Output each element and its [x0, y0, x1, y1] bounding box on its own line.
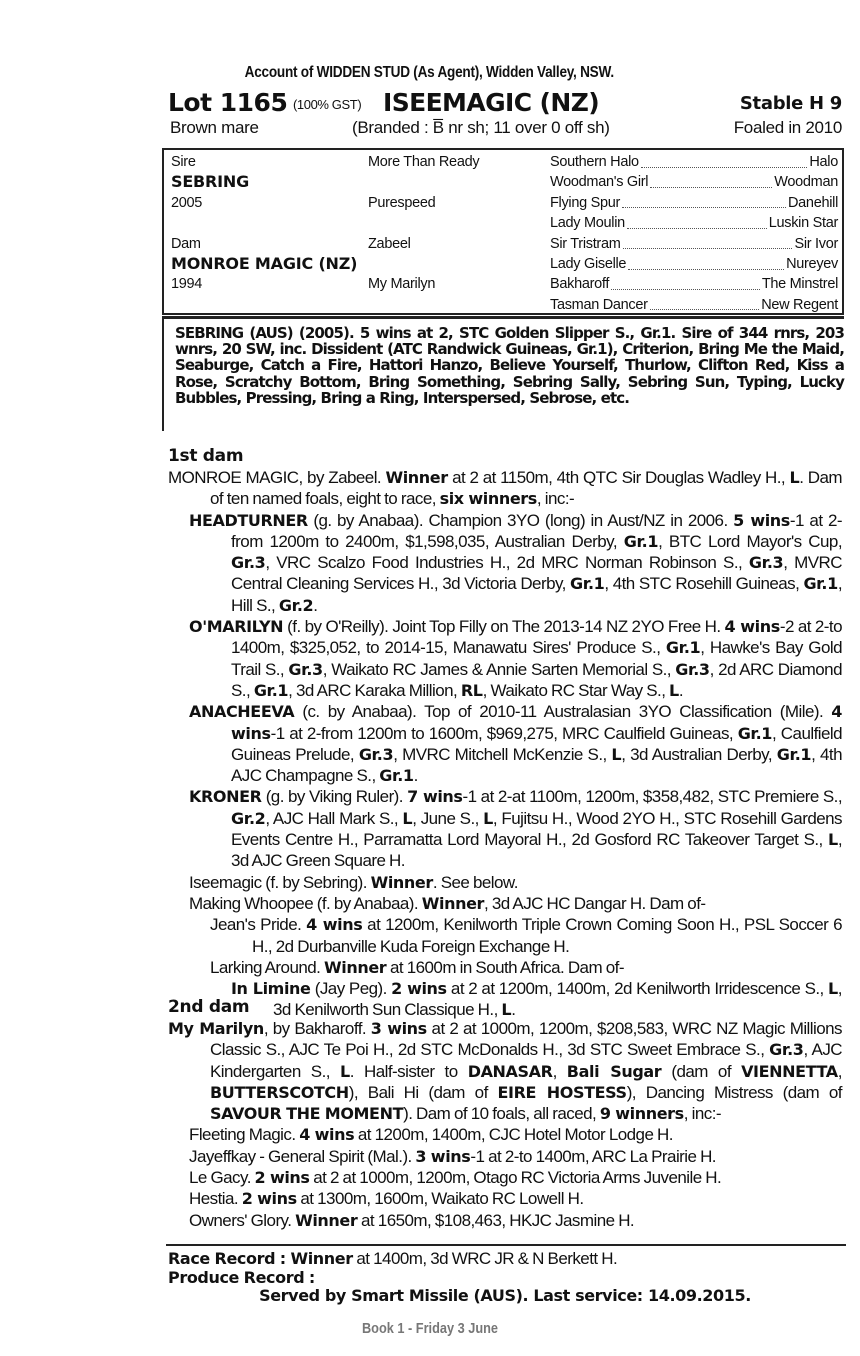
pedigree-gen3-name: Bakharoff — [550, 276, 610, 293]
bold-run: Produce Record : — [168, 1268, 315, 1287]
text-run: -1 at 2-from 1200m to 1600m, $969,275, MRC Caulfield Guineas, — [270, 723, 738, 743]
bold-run: 2 wins — [241, 1189, 297, 1209]
bold-run: L — [611, 744, 622, 764]
pedigree-gen2: Purespeed — [368, 194, 436, 211]
bold-run: Winner — [421, 893, 485, 913]
bold-run: VIENNETTA — [741, 1061, 838, 1081]
pedigree-paragraph — [168, 1268, 842, 1287]
text-run: (Jay Peg). — [310, 979, 392, 999]
bold-run: Gr.3 — [231, 553, 266, 573]
text-run: (c. by Anabaa). Top of 2010-11 Australasian 3YO Classification (Mile). — [294, 702, 832, 722]
text-run: , 3d ARC Karaka Million, — [288, 680, 461, 700]
pedigree-paragraph — [168, 872, 842, 893]
page-footer: Book 1 - Friday 3 June — [361, 1320, 499, 1337]
bold-run: L — [340, 1061, 350, 1081]
pedigree-gen1: MONROE MAGIC (NZ) — [171, 254, 358, 273]
bold-run: Race Record : Winner — [168, 1249, 353, 1268]
text-run: , 4th AJC Champagne S., — [231, 744, 842, 786]
text-run: , inc:- — [683, 1104, 721, 1124]
bold-run: L — [402, 808, 413, 828]
dot-leader — [641, 152, 808, 168]
gst-note: (100% GST) — [293, 97, 362, 112]
lot-title-line — [168, 88, 844, 118]
pedigree-row — [164, 274, 842, 295]
foaled-year: Foaled in 2010 — [733, 118, 842, 137]
pedigree-gen3-sire: The Minstrel — [761, 276, 838, 293]
bold-run: Gr.1 — [776, 744, 812, 764]
bold-run: ANACHEEVA — [189, 702, 295, 722]
bold-run: L — [789, 468, 800, 487]
text-run: Jean's Pride. — [210, 915, 307, 935]
pedigree-paragraph — [168, 1146, 842, 1167]
pedigree-paragraph — [168, 1167, 842, 1188]
bold-run: Gr.2 — [278, 595, 314, 615]
bold-run: O'MARILYN — [189, 617, 284, 637]
pedigree-gen3-sire: New Regent — [761, 296, 838, 313]
pedigree-gen3-name: Tasman Dancer — [550, 296, 648, 313]
second-dam-section — [168, 997, 842, 1231]
pedigree-paragraph — [168, 701, 842, 786]
text-run: Owners' Glory. — [189, 1210, 296, 1230]
bold-run: Bali Sugar — [566, 1061, 662, 1081]
bold-run: SAVOUR THE MOMENT — [210, 1104, 404, 1124]
first-dam-heading: 1st dam — [168, 446, 244, 466]
bold-run: L — [483, 808, 493, 828]
text-run: , 2d ARC Diamond S., — [231, 659, 842, 700]
text-run: , June S., — [412, 808, 484, 828]
text-run: at 2 at 1000m, 1200m, $208,583, WRC NZ Magic Millions Classic S., AJC Te Poi H., 2d STC McDonalds H., 3d STC Sweet Embrace S., — [210, 1019, 842, 1060]
bold-run: Gr.3 — [358, 744, 394, 764]
text-run: ), Dancing Mistress (dam of — [626, 1082, 842, 1102]
text-run: , VRC Scalzo Food Industries H., 2d MRC Norman Robinson S., — [265, 553, 749, 573]
bold-run: L — [669, 680, 679, 700]
text-run: Iseemagic (f. by Sebring). — [189, 872, 371, 892]
pedigree-paragraph — [168, 1210, 842, 1231]
second-dam-paragraphs — [168, 1018, 842, 1231]
bold-run: 2 wins — [391, 979, 447, 999]
pedigree-gen3-sire: Woodman — [774, 174, 838, 191]
text-run: , Caulfield Guineas Prelude, — [231, 723, 843, 764]
pedigree-gen2: More Than Ready — [368, 154, 480, 170]
text-run: at 1200m, Kenilworth Triple Crown Coming Soon H., PSL Soccer 6 H., 2d Durbanville Kuda Foreign Exchange H. — [252, 915, 842, 956]
bold-run: six winners — [439, 489, 537, 509]
text-run: Hestia. — [189, 1189, 242, 1209]
text-run: , by Bakharoff. — [263, 1019, 371, 1038]
text-run: Jayeffkay - General Spirit (Mal.). — [189, 1146, 416, 1166]
text-run: , 3d Australian Derby, — [621, 744, 777, 764]
pedigree-gen3 — [550, 295, 838, 316]
dot-leader — [650, 295, 760, 311]
bold-run: Gr.1 — [570, 574, 605, 594]
stable-location: Stable H 9 — [739, 93, 842, 114]
bold-run: EIRE HOSTESS — [497, 1082, 627, 1102]
text-run: . — [678, 680, 684, 700]
bold-run: Gr.1 — [737, 723, 773, 743]
second-dam-heading: 2nd dam — [168, 997, 250, 1017]
bold-run: Gr.3 — [675, 659, 710, 679]
bold-run: 4 wins — [231, 702, 842, 743]
bold-run: L — [828, 830, 838, 850]
pedigree-gen3-name: Southern Halo — [550, 154, 639, 170]
text-run: , Waikato RC Star Way S., — [482, 680, 670, 700]
divider — [166, 1244, 846, 1246]
bold-run: Gr.3 — [769, 1040, 804, 1060]
bold-run: 4 wins — [299, 1125, 355, 1145]
text-run: (f. by O'Reilly). Joint Top Filly on The 2013-14 NZ 2YO Free H. — [283, 617, 725, 637]
bold-run: Winner — [324, 957, 387, 977]
pedigree-row — [164, 193, 842, 214]
pedigree-gen3 — [550, 172, 838, 193]
text-run: . — [511, 1000, 516, 1020]
bold-run: Gr.1 — [665, 638, 701, 658]
text-run: at 2 at 1150m, 4th QTC Sir Douglas Wadley H., — [447, 468, 790, 487]
text-run: . See below. — [432, 872, 518, 892]
text-run: -1 at 2-from 1200m to 2400m, $1,598,035, Australian Derby, — [231, 510, 842, 551]
pedigree-paragraph — [168, 467, 842, 510]
bold-run: 5 wins — [733, 510, 790, 530]
text-run: , — [552, 1061, 567, 1081]
text-run: , Fujitsu H., Wood 2YO H., STC Rosehill Gardens Events Centre H., Parramatta Lord Mayoral H., 2d Gosford RC Takeover Target S., — [231, 808, 842, 850]
pedigree-gen3-name: Woodman's Girl — [550, 174, 649, 191]
text-run: , Hill S., — [231, 574, 842, 615]
pedigree-row — [164, 152, 842, 173]
pedigree-gen1: 1994 — [171, 276, 203, 293]
bold-run: 4 wins — [724, 617, 780, 637]
pedigree-paragraph — [168, 616, 842, 701]
pedigree-paragraph — [168, 1249, 842, 1268]
pedigree-gen3-name: Lady Giselle — [550, 256, 627, 272]
text-run: , 3d AJC HC Dangar H. Dam of- — [484, 893, 706, 913]
pedigree-gen3-sire: Nureyev — [786, 256, 838, 272]
pedigree-gen3-name: Lady Moulin — [550, 215, 625, 232]
first-dam-paragraphs — [168, 467, 842, 1021]
text-run: at 1600m in South Africa. Dam of- — [386, 957, 624, 977]
bold-run: Gr.2 — [231, 808, 266, 828]
pedigree-gen3 — [550, 254, 838, 275]
text-run: Fleeting Magic. — [189, 1125, 300, 1145]
pedigree-gen1: Sire — [171, 154, 196, 170]
pedigree-paragraph — [168, 914, 842, 957]
text-run: , 3d AJC Green Square H. — [231, 830, 842, 871]
pedigree-gen3-sire: Danehill — [788, 194, 838, 211]
lot-number: Lot 1165 — [168, 88, 288, 117]
bold-run: Gr.3 — [748, 553, 784, 573]
horse-details — [168, 118, 842, 140]
text-run: , — [837, 1061, 842, 1081]
pedigree-gen3-sire: Sir Ivor — [794, 235, 838, 252]
text-run: , MVRC Central Cleaning Services H., 3d Victoria Derby, — [231, 553, 843, 594]
bold-run: BUTTERSCOTCH — [210, 1082, 349, 1102]
bold-run: 7 wins — [407, 787, 463, 807]
text-run: at 1650m, $108,463, HKJC Jasmine H. — [357, 1210, 635, 1230]
pedigree-row — [164, 172, 842, 193]
pedigree-gen1: SEBRING — [171, 172, 250, 192]
pedigree-paragraph — [168, 1188, 842, 1209]
text-run: . — [413, 766, 418, 786]
text-run: , 3d Kenilworth Sun Classique H., — [273, 979, 842, 1020]
dot-leader — [611, 274, 760, 290]
bold-run: 2 wins — [254, 1168, 310, 1188]
pedigree-gen3 — [550, 274, 838, 295]
text-run: at 2 at 1000m, 1200m, Otago RC Victoria Arms Juvenile H. — [309, 1168, 722, 1188]
text-run: -2 at 2-to 1400m, $325,052, to 2014-15, Manawatu Sires' Produce S., — [231, 617, 842, 658]
bold-run: Gr.3 — [288, 659, 323, 679]
pedigree-gen1: 2005 — [171, 194, 203, 211]
dot-leader — [650, 172, 772, 188]
bold-run: 3 wins — [415, 1146, 471, 1166]
pedigree-gen2: My Marilyn — [368, 276, 436, 293]
sire-summary: SEBRING (AUS) (2005). 5 wins at 2, STC Golden Slipper S., Gr.1. Sire of 344 rnrs, 203 wnrs, 20 SW, inc. Dissident (ATC Randwick Guineas, Gr.1), Criterion, Bring Me the Maid, Seaburge, Catch a Fire, Hattori Hanzo, Believe Yourself, Thurlow, Clifton Red, Kiss a Rose, Scratchy Bottom, Bring Something, Sebring Sally, Sebring Sun, Typing, Lucky Bubbles, Pressing, Bring a Ring, Interspersed, Sebrose, etc. — [175, 324, 844, 407]
bold-run: 9 winners — [599, 1104, 684, 1124]
text-run: (dam of — [661, 1061, 742, 1081]
text-run: , 4th STC Rosehill Guineas, — [604, 574, 804, 594]
bold-run: Gr.1 — [623, 531, 659, 551]
text-run: MONROE MAGIC, by Zabeel. — [168, 468, 386, 487]
dot-leader — [627, 213, 767, 229]
dot-leader — [623, 234, 793, 250]
bold-run: L — [827, 979, 838, 999]
pedigree-paragraph — [168, 1124, 842, 1145]
text-run: -1 at 2-at 1100m, 1200m, $358,482, STC Premiere S., — [462, 787, 842, 807]
pedigree-row — [164, 295, 842, 316]
horse-name: ISEEMAGIC (NZ) — [383, 88, 600, 117]
text-run: at 2 at 1200m, 1400m, 2d Kenilworth Irridescence S., — [446, 979, 828, 999]
pedigree-paragraph — [168, 1018, 842, 1124]
bold-run: L — [501, 1000, 512, 1020]
bold-run: HEADTURNER — [189, 510, 308, 530]
pedigree-gen3-sire: Halo — [809, 154, 838, 170]
text-run: . Half-sister to — [349, 1061, 468, 1081]
text-run: at 1300m, 1600m, Waikato RC Lowell H. — [296, 1189, 584, 1209]
record-lines — [168, 1249, 842, 1287]
bold-run: Gr.1 — [379, 766, 414, 786]
pedigree-gen3 — [550, 152, 838, 173]
pedigree-paragraph — [168, 957, 842, 978]
text-run: . — [313, 595, 318, 615]
brand: (Branded : B̅ nr sh; 11 over 0 off sh) — [352, 118, 610, 137]
text-run: , Waikato RC James & Annie Sarten Memorial S., — [322, 659, 676, 679]
bold-run: Gr.1 — [253, 680, 289, 700]
text-run: , Hawke's Bay Gold Trail S., — [231, 638, 842, 679]
text-run: (g. by Viking Ruler). — [261, 787, 408, 807]
text-run: ), Bali Hi (dam of — [348, 1082, 498, 1102]
pedigree-paragraph — [168, 510, 842, 616]
text-run: Le Gacy. — [189, 1168, 255, 1188]
bold-run: 3 wins — [370, 1019, 427, 1038]
pedigree-gen2: Zabeel — [368, 235, 411, 252]
sire-summary-box — [162, 316, 844, 431]
text-run: -1 at 2-to 1400m, ARC La Prairie H. — [470, 1146, 716, 1166]
text-run: at 1400m, 3d WRC JR & N Berkett H. — [352, 1249, 618, 1268]
bold-run: Gr.1 — [803, 574, 838, 594]
pedigree-gen3 — [550, 234, 838, 255]
text-run: ). Dam of 10 foals, all raced, — [403, 1104, 600, 1124]
text-run: , BTC Lord Mayor's Cup, — [658, 531, 842, 551]
bold-run: My Marilyn — [168, 1019, 264, 1038]
text-run: Making Whoopee (f. by Anabaa). — [189, 893, 422, 913]
first-dam-section — [168, 446, 842, 1021]
pedigree-row — [164, 254, 842, 275]
vendor-account: Account of WIDDEN STUD (As Agent), Widden Valley, NSW. — [244, 64, 614, 81]
dot-leader — [628, 254, 784, 270]
served-note: Served by Smart Missile (AUS). Last service: 14.09.2015. — [259, 1286, 751, 1305]
text-run: , inc:- — [536, 489, 575, 509]
text-run: (g. by Anabaa). Champion 3YO (long) in Aust/NZ in 2006. — [307, 510, 734, 530]
text-run: , AJC Kindergarten S., — [210, 1040, 842, 1081]
pedigree-gen3-name: Flying Spur — [550, 194, 621, 211]
bold-run: 4 wins — [306, 915, 363, 935]
text-run: . Dam of ten named foals, eight to race, — [210, 468, 842, 509]
bold-run: Winner — [370, 872, 433, 892]
bold-run: KRONER — [189, 787, 262, 807]
pedigree-row — [164, 213, 842, 234]
bold-run: RL — [460, 680, 483, 700]
dot-leader — [622, 193, 786, 209]
pedigree-gen3-sire: Luskin Star — [768, 215, 838, 232]
text-run: at 1200m, 1400m, CJC Hotel Motor Lodge H. — [354, 1125, 673, 1145]
pedigree-gen1: Dam — [171, 235, 201, 252]
bold-run: Winner — [295, 1210, 358, 1230]
bold-run: Winner — [385, 468, 448, 487]
pedigree-paragraph — [168, 786, 842, 871]
pedigree-paragraph — [168, 893, 842, 914]
text-run: , MVRC Mitchell McKenzie S., — [393, 744, 612, 764]
pedigree-table — [162, 148, 844, 315]
bold-run: In Limine — [231, 979, 311, 999]
pedigree-gen3 — [550, 213, 838, 234]
bold-run: DANASAR — [467, 1061, 553, 1081]
text-run: Larking Around. — [210, 957, 325, 977]
pedigree-row — [164, 234, 842, 255]
colour-sex: Brown mare — [170, 118, 259, 137]
pedigree-gen3-name: Sir Tristram — [550, 235, 621, 252]
pedigree-gen3 — [550, 193, 838, 214]
records-section — [168, 1249, 842, 1287]
text-run: , AJC Hall Mark S., — [265, 808, 403, 828]
